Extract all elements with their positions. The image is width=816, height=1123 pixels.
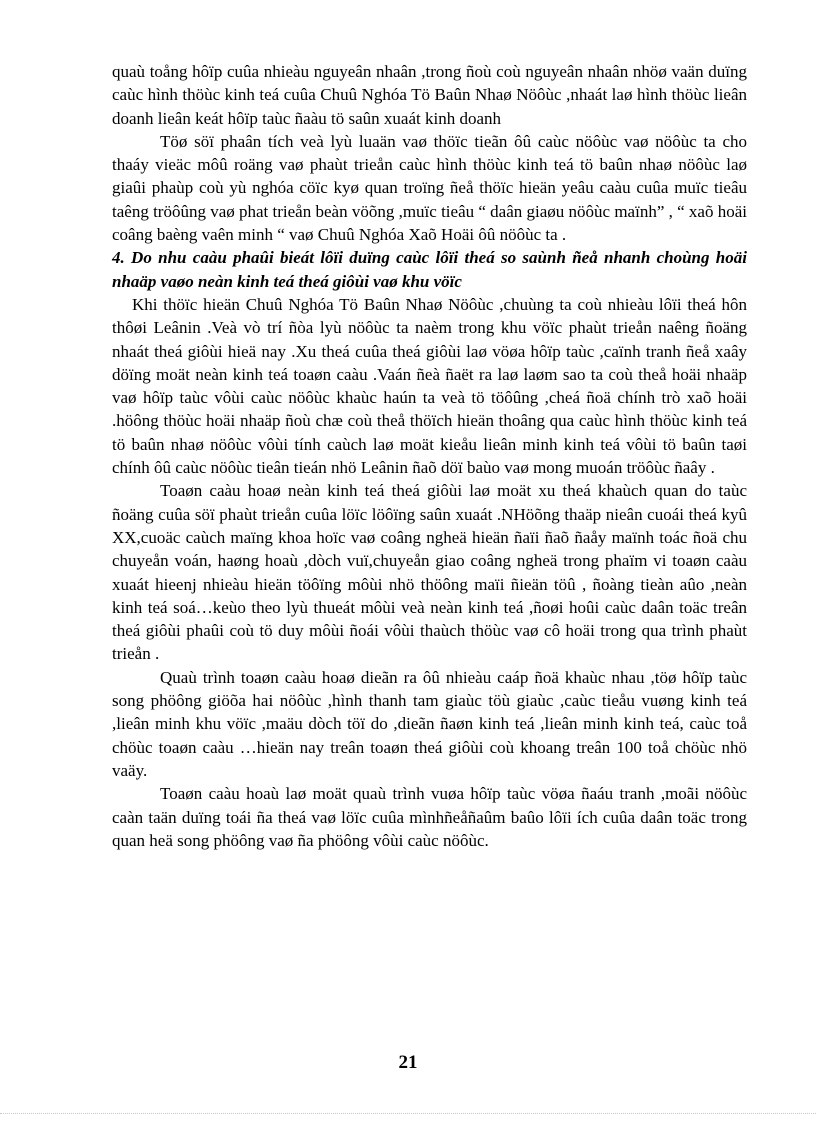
paragraph-6: Toaøn caàu hoaù laø moät quaù trình vuøa hôïp taùc vöøa ñaáu tranh ,moãi nöôùc caàn taän duïng toái ña theá vaø löïc cuûa mìnhñeåñaûm baûo lôïi ích cuûa daân toäc trong quan heä song phöông vaø ña phöông vôùi caùc nöôùc. (112, 784, 747, 850)
paragraph-4: Toaøn caàu hoaø neàn kinh teá theá giôùi laø moät xu theá khaùch quan do taùc ñoäng cuûa söï phaùt trieån cuûa löïc löôïng saûn xuaát .NHöõng thaäp nieân cuoái theá kyû XX,cuoäc caùch maïng khoa hoïc vaø coâng ngheä hieän ñaïi ñaõ ñaåy maïnh toác ñoä chu chuyeån voán, haøng hoaù ,dòch vuï,chuyeån giao coâng ngheä trong phaïm vi toaøn caàu xuaát hieenj nhieàu hieän töôïng môùi nhö thöông maïi ñieän töû , ñoàng tieàn aûo ,neàn kinh teá soá…keùo theo lyù thueát môùi veà neàn kinh teá ,ñoøi hoûi caùc daân toäc treân theá giôùi phaûi coù tö duy môùi ñoái vôùi thaùch thöùc vaø cô hoäi trong qua trình phaùt trieån . (112, 481, 747, 664)
page-bottom-divider (0, 1113, 816, 1114)
paragraph-3: Khi thöïc hieän Chuû Nghóa Tö Baûn Nhaø Nöôùc ,chuùng ta coù nhieàu lôïi theá hôn thôøi Leânin .Veà vò trí ñòa lyù nöôùc ta naèm trong khu vöïc phaùt trieån naêng ñoäng nhaát theá giôùi hieä nay .Xu theá cuûa theá giôùi laø vöøa hôïp taùc ,caïnh tranh ñeå xaây döïng moät neàn kinh teá toaøn caàu .Vaán ñeà ñaët ra laø laøm sao ta coù theå hoäi nhaäp vaø hôïp taùc vôùi caùc nöôùc khaùc haún ta veà tö töôûng ,cheá ñoä chính trò xaõ hoäi .höông thöùc hoäi nhaäp ñoù chæ coù theå thöïch hieän thoâng qua caùc hình thöùc kinh teá tö baûn nhaø nöôùc vôùi tính caùch laø moät kieåu lieân minh kinh teá vôùi tö baûn taøi chính ôû caùc nöôùc tieân tieán nhö Leânin ñaõ döï baùo vaø mong muoán tröôùc ñaây . (112, 294, 747, 478)
section-heading: 4. Do nhu caàu phaûi bieát lôïi duïng caùc lôïi theá so saùnh ñeå nhanh choùng hoäi nhaäp vaøo neàn kinh teá theá giôùi vaø khu vöïc (112, 248, 747, 291)
page-body (112, 60, 747, 852)
paragraph-1: quaù toång hôïp cuûa nhieàu nguyeân nhaân ,trong ñoù coù nguyeân nhaân nhöø vaän duïng caùc hình thöùc kinh teá cuûa Chuû Nghóa Tö Baûn Nhaø Nöôùc ,nhaát laø hình thöùc lieân doanh lieân keát hôïp taùc ñaàu tö saûn xuaát kinh doanh (112, 62, 747, 128)
paragraph-2: Töø söï phaân tích veà lyù luaän vaø thöïc tieãn ôû caùc nöôùc vaø nöôùc ta cho thaáy vieäc môû roäng vaø phaùt trieån caùc hình thöùc kinh teá tö baûn nhaø nöôùc laø giaûi phaùp coù yù nghóa cöïc kyø quan troïng ñeå thöïc hieän yeâu caàu cuûa muïc tieâu taêng tröôûng vaø phat trieån beàn vöõng ,muïc tieâu “ daân giaøu nöôùc maïnh” , “ xaõ hoäi coâng baèng vaên minh “ vaø Chuû Nghóa Xaõ Hoäi ôû nöôùc ta . (112, 131, 747, 245)
page-number: 21 (398, 1052, 418, 1073)
paragraph-5: Quaù trình toaøn caàu hoaø dieãn ra ôû nhieàu caáp ñoä khaùc nhau ,töø hôïp taùc song phöông giöõa hai nöôùc ,hình thanh tam giaùc töù giaùc ,caùc tieåu vuøng kinh teá ,lieân minh khu vöïc ,maäu dòch töï do ,dieãn ñaøn kinh teá ,lieân minh kinh teá, caùc toå chöùc toaøn caàu …hieän nay treân toaøn theá giôùi coù khoang treân 100 toå chöùc nhö vaäy. (112, 667, 747, 780)
